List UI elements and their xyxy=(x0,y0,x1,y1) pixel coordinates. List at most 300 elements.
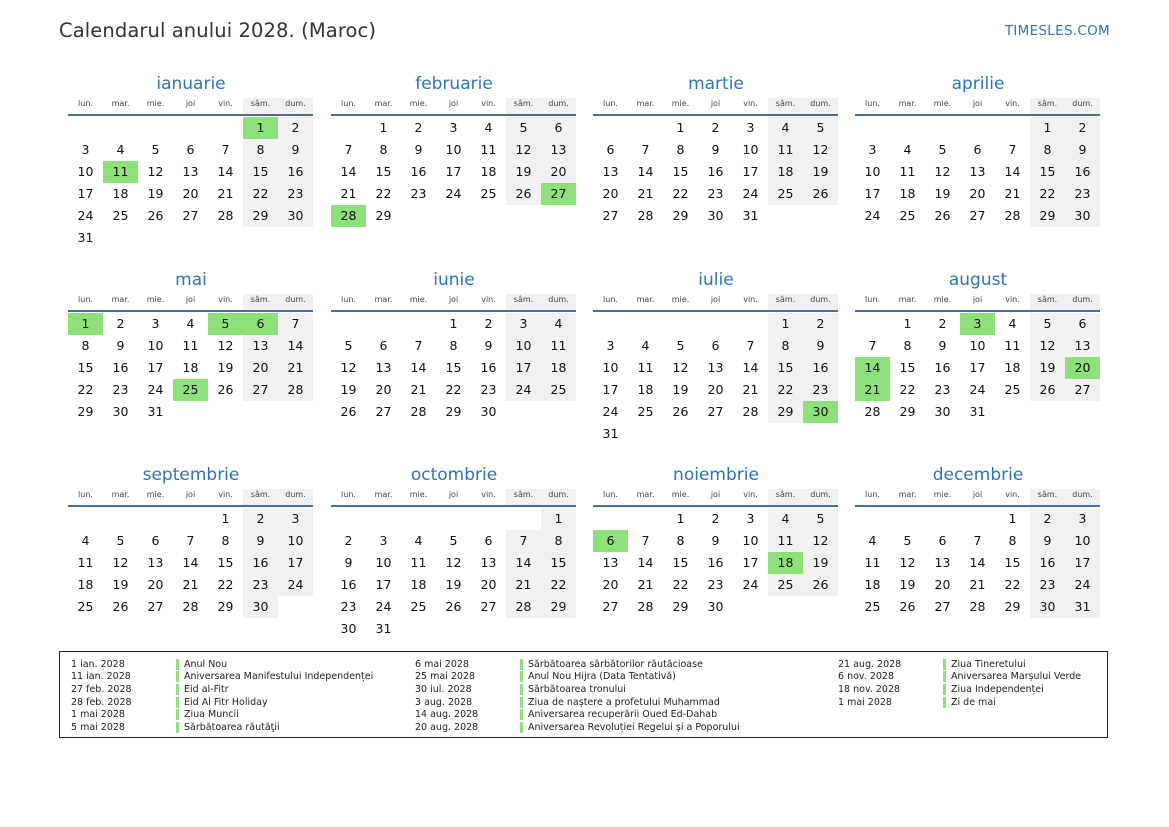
day-cell: 3 xyxy=(606,338,615,353)
day-cell: 5 xyxy=(676,338,685,353)
day-cell: 22 xyxy=(541,574,576,596)
day-cell: 7 xyxy=(221,142,230,157)
header-rule xyxy=(68,310,313,312)
day-cell: 15 xyxy=(768,357,803,379)
header-rule xyxy=(855,505,1100,507)
weekday-label: vin. xyxy=(1005,99,1020,108)
day-cell: 24 xyxy=(969,382,986,397)
weekday-label: dum. xyxy=(1065,489,1100,505)
weekday-label: vin. xyxy=(481,490,496,499)
weekday-label: sâm. xyxy=(768,489,803,505)
weekday-label: lun. xyxy=(78,295,93,304)
day-cell: 6 xyxy=(186,142,195,157)
day-cell: 19 xyxy=(803,161,838,183)
day-cell: 29 xyxy=(672,599,689,614)
day-cell: 30 xyxy=(340,621,357,636)
header-rule xyxy=(331,114,576,116)
weekday-label: lun. xyxy=(865,295,880,304)
day-cell: 20 xyxy=(707,382,724,397)
week-row xyxy=(855,117,1101,139)
weekday-label: lun. xyxy=(78,99,93,108)
month-mai xyxy=(68,268,314,423)
day-cell: 4 xyxy=(81,533,90,548)
day-cell: 21 xyxy=(1004,186,1021,201)
day-cell: 14 xyxy=(969,555,986,570)
week-row xyxy=(855,574,1101,596)
day-cell: 18 xyxy=(864,577,881,592)
day-cell: 7 xyxy=(278,313,313,335)
legend-column-1 xyxy=(71,658,373,734)
day-cell: 20 xyxy=(602,186,619,201)
legend-item xyxy=(71,708,373,721)
day-cell: 26 xyxy=(506,183,541,205)
weekday-header xyxy=(331,98,577,114)
day-cell: 18 xyxy=(637,382,654,397)
week-row xyxy=(593,357,839,379)
day-cell: 1 xyxy=(1030,117,1065,139)
weekday-label: mie. xyxy=(409,99,428,108)
day-cell: 29 xyxy=(375,208,392,223)
day-cell: 31 xyxy=(969,404,986,419)
day-cell: 18 xyxy=(1004,360,1021,375)
day-cell: 24 xyxy=(742,577,759,592)
day-cell: 4 xyxy=(414,533,423,548)
day-cell: 9 xyxy=(938,338,947,353)
legend-item xyxy=(838,696,1081,709)
day-cell: 1 xyxy=(676,120,685,135)
day-cell: 14 xyxy=(410,360,427,375)
day-cell: 10 xyxy=(147,338,164,353)
weekday-label: joi xyxy=(185,490,196,499)
day-cell: 13 xyxy=(969,164,986,179)
legend-holiday-name: Eid al-Fitr xyxy=(184,683,229,695)
day-cell: 26 xyxy=(934,208,951,223)
week-row xyxy=(331,530,577,552)
day-cell: 30 xyxy=(1065,205,1100,227)
empty-cell xyxy=(803,423,838,445)
weekday-label: sâm. xyxy=(768,98,803,114)
holiday-day-cell: 6 xyxy=(593,530,628,552)
holiday-day-cell: 1 xyxy=(68,313,103,335)
day-cell: 7 xyxy=(186,533,195,548)
month-name: iunie xyxy=(433,270,475,290)
month-noiembrie xyxy=(593,463,839,618)
day-cell: 6 xyxy=(379,338,388,353)
legend-item xyxy=(838,683,1081,696)
day-cell: 9 xyxy=(711,142,720,157)
day-cell: 17 xyxy=(742,555,759,570)
week-row xyxy=(68,508,314,530)
day-cell: 5 xyxy=(903,533,912,548)
day-cell: 26 xyxy=(217,382,234,397)
day-cell: 16 xyxy=(934,360,951,375)
holiday-day-cell: 14 xyxy=(855,357,890,379)
day-cell: 20 xyxy=(375,382,392,397)
weekday-label: joi xyxy=(448,99,459,108)
weekday-label: mie. xyxy=(671,295,690,304)
day-cell: 18 xyxy=(182,360,199,375)
day-cell: 29 xyxy=(445,404,462,419)
weekday-header xyxy=(331,294,577,310)
empty-cell xyxy=(331,117,366,139)
day-cell: 2 xyxy=(711,120,720,135)
weekday-header xyxy=(68,98,314,114)
day-cell: 12 xyxy=(340,360,357,375)
day-cell: 4 xyxy=(116,142,125,157)
day-cell: 29 xyxy=(672,208,689,223)
header-rule xyxy=(593,505,838,507)
weekday-label: dum. xyxy=(541,294,576,310)
weekday-label: sâm. xyxy=(243,294,278,310)
day-cell: 13 xyxy=(480,555,497,570)
day-cell: 13 xyxy=(934,555,951,570)
day-cell: 25 xyxy=(77,599,94,614)
day-cell: 13 xyxy=(375,360,392,375)
day-cell: 12 xyxy=(803,139,838,161)
weekday-label: dum. xyxy=(541,489,576,505)
month-name: septembrie xyxy=(142,465,240,485)
empty-cell xyxy=(855,313,890,335)
legend-column-2 xyxy=(415,658,740,734)
weekday-label: sâm. xyxy=(768,294,803,310)
weekday-label: dum. xyxy=(541,98,576,114)
holiday-day-cell: 5 xyxy=(208,313,243,335)
day-cell: 12 xyxy=(803,530,838,552)
legend-date: 30 iul. 2028 xyxy=(415,683,472,695)
day-cell: 25 xyxy=(541,379,576,401)
week-row xyxy=(331,139,577,161)
day-cell: 10 xyxy=(969,338,986,353)
day-cell: 1 xyxy=(541,508,576,530)
day-cell: 7 xyxy=(506,530,541,552)
day-cell: 10 xyxy=(445,142,462,157)
day-cell: 27 xyxy=(480,599,497,614)
empty-cell xyxy=(506,618,541,640)
week-row xyxy=(331,574,577,596)
day-cell: 23 xyxy=(934,382,951,397)
day-cell: 16 xyxy=(340,577,357,592)
day-cell: 15 xyxy=(375,164,392,179)
weekday-label: vin. xyxy=(218,99,233,108)
weekday-label: sâm. xyxy=(506,294,541,310)
month-ianuarie xyxy=(68,72,314,249)
holiday-day-cell: 20 xyxy=(1065,357,1100,379)
week-row xyxy=(68,335,314,357)
day-cell: 8 xyxy=(903,338,912,353)
week-row xyxy=(331,552,577,574)
day-cell: 25 xyxy=(480,186,497,201)
day-cell: 10 xyxy=(278,530,313,552)
day-cell: 6 xyxy=(938,533,947,548)
day-cell: 18 xyxy=(410,577,427,592)
empty-cell xyxy=(593,508,628,530)
day-cell: 22 xyxy=(1030,183,1065,205)
empty-cell xyxy=(541,401,576,423)
empty-cell xyxy=(173,401,208,423)
legend-date: 1 mai 2028 xyxy=(71,709,125,721)
week-row xyxy=(68,379,314,401)
legend-date: 18 nov. 2028 xyxy=(838,683,901,695)
week-row xyxy=(593,161,839,183)
day-cell: 18 xyxy=(541,357,576,379)
day-cell: 24 xyxy=(278,574,313,596)
day-cell: 23 xyxy=(278,183,313,205)
day-cell: 4 xyxy=(768,508,803,530)
week-row xyxy=(593,530,839,552)
week-row xyxy=(593,596,839,618)
empty-cell xyxy=(855,117,890,139)
empty-cell xyxy=(173,508,208,530)
day-cell: 11 xyxy=(1004,338,1021,353)
week-row xyxy=(593,574,839,596)
week-row xyxy=(593,552,839,574)
day-cell: 19 xyxy=(112,577,129,592)
legend-item xyxy=(71,683,373,696)
weekday-label: vin. xyxy=(1005,295,1020,304)
legend-item xyxy=(71,721,373,734)
weekday-label: lun. xyxy=(603,99,618,108)
week-row xyxy=(68,313,314,335)
week-row xyxy=(331,183,577,205)
legend-holiday-name: Sărbătoarea sărbătorilor răutăcioase xyxy=(528,658,703,670)
day-cell: 9 xyxy=(243,530,278,552)
month-name: noiembrie xyxy=(673,465,759,485)
day-cell: 8 xyxy=(243,139,278,161)
day-cell: 30 xyxy=(1030,596,1065,618)
day-cell: 23 xyxy=(480,382,497,397)
week-row xyxy=(855,205,1101,227)
day-cell: 5 xyxy=(938,142,947,157)
holiday-marker xyxy=(520,709,523,720)
day-cell: 8 xyxy=(81,338,90,353)
weekday-label: joi xyxy=(710,295,721,304)
day-cell: 24 xyxy=(77,208,94,223)
weekday-label: dum. xyxy=(1065,294,1100,310)
day-cell: 2 xyxy=(116,316,125,331)
legend-date: 5 mai 2028 xyxy=(71,721,125,733)
legend-item xyxy=(415,683,740,696)
empty-cell xyxy=(733,313,768,335)
day-cell: 11 xyxy=(541,335,576,357)
day-cell: 4 xyxy=(541,313,576,335)
day-cell: 2 xyxy=(1065,117,1100,139)
month-februarie xyxy=(331,72,577,227)
weekday-label: lun. xyxy=(603,295,618,304)
day-cell: 25 xyxy=(112,208,129,223)
legend-holiday-name: Anul Nou xyxy=(184,658,228,670)
week-row xyxy=(593,139,839,161)
day-cell: 4 xyxy=(868,533,877,548)
day-cell: 20 xyxy=(969,186,986,201)
day-cell: 27 xyxy=(934,599,951,614)
empty-cell xyxy=(401,313,436,335)
day-cell: 24 xyxy=(864,208,881,223)
week-row xyxy=(68,596,314,618)
weekday-label: sâm. xyxy=(243,98,278,114)
day-cell: 17 xyxy=(1065,552,1100,574)
weekday-label: mar. xyxy=(374,490,393,499)
day-cell: 6 xyxy=(541,117,576,139)
legend-holiday-name: Aniversarea recuperării Oued Ed-Dahab xyxy=(528,709,718,721)
weekday-label: joi xyxy=(185,295,196,304)
empty-cell xyxy=(995,401,1030,423)
day-cell: 3 xyxy=(868,142,877,157)
day-cell: 23 xyxy=(1030,574,1065,596)
empty-cell xyxy=(593,313,628,335)
month-name: decembrie xyxy=(932,465,1024,485)
day-cell: 17 xyxy=(506,357,541,379)
month-decembrie xyxy=(855,463,1101,618)
weekday-label: dum. xyxy=(803,98,838,114)
legend-item xyxy=(415,696,740,709)
weekday-label: mar. xyxy=(636,490,655,499)
day-cell: 11 xyxy=(768,530,803,552)
day-cell: 15 xyxy=(217,555,234,570)
header-rule xyxy=(855,310,1100,312)
weekday-header xyxy=(855,294,1101,310)
legend-item xyxy=(415,658,740,671)
week-row xyxy=(593,379,839,401)
day-cell: 8 xyxy=(221,533,230,548)
weekday-label: joi xyxy=(710,490,721,499)
day-cell: 2 xyxy=(803,313,838,335)
day-cell: 22 xyxy=(672,577,689,592)
weekday-label: joi xyxy=(185,99,196,108)
empty-cell xyxy=(436,618,471,640)
day-cell: 7 xyxy=(868,338,877,353)
legend-holiday-name: Aniversarea Revoluției Regelui și a Poporului xyxy=(528,721,740,733)
day-cell: 17 xyxy=(445,164,462,179)
day-cell: 27 xyxy=(147,599,164,614)
week-row xyxy=(855,313,1101,335)
holiday-day-cell: 6 xyxy=(243,313,278,335)
day-cell: 26 xyxy=(899,599,916,614)
day-cell: 26 xyxy=(672,404,689,419)
day-cell: 20 xyxy=(147,577,164,592)
day-cell: 4 xyxy=(484,120,493,135)
day-cell: 29 xyxy=(768,401,803,423)
holiday-marker xyxy=(176,671,179,682)
day-cell: 25 xyxy=(899,208,916,223)
weekday-label: mar. xyxy=(111,490,130,499)
day-cell: 31 xyxy=(375,621,392,636)
day-cell: 1 xyxy=(221,511,230,526)
empty-cell xyxy=(436,205,471,227)
week-row xyxy=(68,205,314,227)
week-row xyxy=(68,530,314,552)
day-cell: 8 xyxy=(1030,139,1065,161)
legend-item xyxy=(415,671,740,684)
month-name: mai xyxy=(175,270,207,290)
legend-holiday-name: Aniversarea Marșului Verde xyxy=(951,671,1082,683)
header-rule xyxy=(855,114,1100,116)
day-cell: 8 xyxy=(676,142,685,157)
day-cell: 28 xyxy=(410,404,427,419)
empty-cell xyxy=(628,313,663,335)
day-cell: 23 xyxy=(707,186,724,201)
week-row xyxy=(593,508,839,530)
weekday-label: sâm. xyxy=(243,489,278,505)
day-cell: 14 xyxy=(182,555,199,570)
weekday-header xyxy=(855,98,1101,114)
empty-cell xyxy=(506,508,541,530)
day-cell: 23 xyxy=(803,379,838,401)
day-cell: 28 xyxy=(1004,208,1021,223)
day-cell: 15 xyxy=(672,555,689,570)
day-cell: 24 xyxy=(506,379,541,401)
day-cell: 12 xyxy=(899,555,916,570)
day-cell: 1 xyxy=(379,120,388,135)
day-cell: 9 xyxy=(711,533,720,548)
day-cell: 3 xyxy=(379,533,388,548)
week-row xyxy=(593,183,839,205)
empty-cell xyxy=(243,401,278,423)
day-cell: 19 xyxy=(1030,357,1065,379)
legend-date: 1 mai 2028 xyxy=(838,696,892,708)
day-cell: 13 xyxy=(243,335,278,357)
day-cell: 12 xyxy=(112,555,129,570)
day-cell: 26 xyxy=(803,574,838,596)
weekday-label: mie. xyxy=(933,490,952,499)
day-cell: 5 xyxy=(803,117,838,139)
day-cell: 14 xyxy=(278,335,313,357)
empty-cell xyxy=(243,227,278,249)
week-row xyxy=(68,357,314,379)
week-row xyxy=(855,161,1101,183)
empty-cell xyxy=(593,117,628,139)
day-cell: 16 xyxy=(480,360,497,375)
day-cell: 22 xyxy=(1004,577,1021,592)
legend-holiday-name: Aniversarea Manifestului Independenței xyxy=(184,671,374,683)
weekday-label: mar. xyxy=(636,99,655,108)
legend-date: 6 nov. 2028 xyxy=(838,671,894,683)
weekday-label: lun. xyxy=(341,295,356,304)
day-cell: 6 xyxy=(711,338,720,353)
legend-item xyxy=(415,708,740,721)
day-cell: 30 xyxy=(480,404,497,419)
day-cell: 24 xyxy=(742,186,759,201)
holiday-marker xyxy=(176,684,179,695)
day-cell: 24 xyxy=(147,382,164,397)
day-cell: 16 xyxy=(112,360,129,375)
day-cell: 7 xyxy=(641,142,650,157)
brand-link[interactable]: TIMESLES.COM xyxy=(1004,23,1110,39)
week-row xyxy=(331,596,577,618)
empty-cell xyxy=(366,508,401,530)
weekday-label: vin. xyxy=(743,295,758,304)
day-cell: 2 xyxy=(938,316,947,331)
day-cell: 21 xyxy=(278,357,313,379)
weekday-label: mar. xyxy=(898,295,917,304)
day-cell: 6 xyxy=(606,142,615,157)
legend-date: 27 feb. 2028 xyxy=(71,683,132,695)
day-cell: 5 xyxy=(506,117,541,139)
week-row xyxy=(331,313,577,335)
weekday-label: dum. xyxy=(803,294,838,310)
day-cell: 2 xyxy=(484,316,493,331)
day-cell: 19 xyxy=(340,382,357,397)
weekday-label: sâm. xyxy=(1030,489,1065,505)
empty-cell xyxy=(733,596,768,618)
weekday-label: sâm. xyxy=(1030,98,1065,114)
holiday-day-cell: 3 xyxy=(960,313,995,335)
day-cell: 21 xyxy=(340,186,357,201)
weekday-header xyxy=(68,294,314,310)
day-cell: 31 xyxy=(77,230,94,245)
header-rule xyxy=(68,114,313,116)
empty-cell xyxy=(401,508,436,530)
month-iulie xyxy=(593,268,839,445)
